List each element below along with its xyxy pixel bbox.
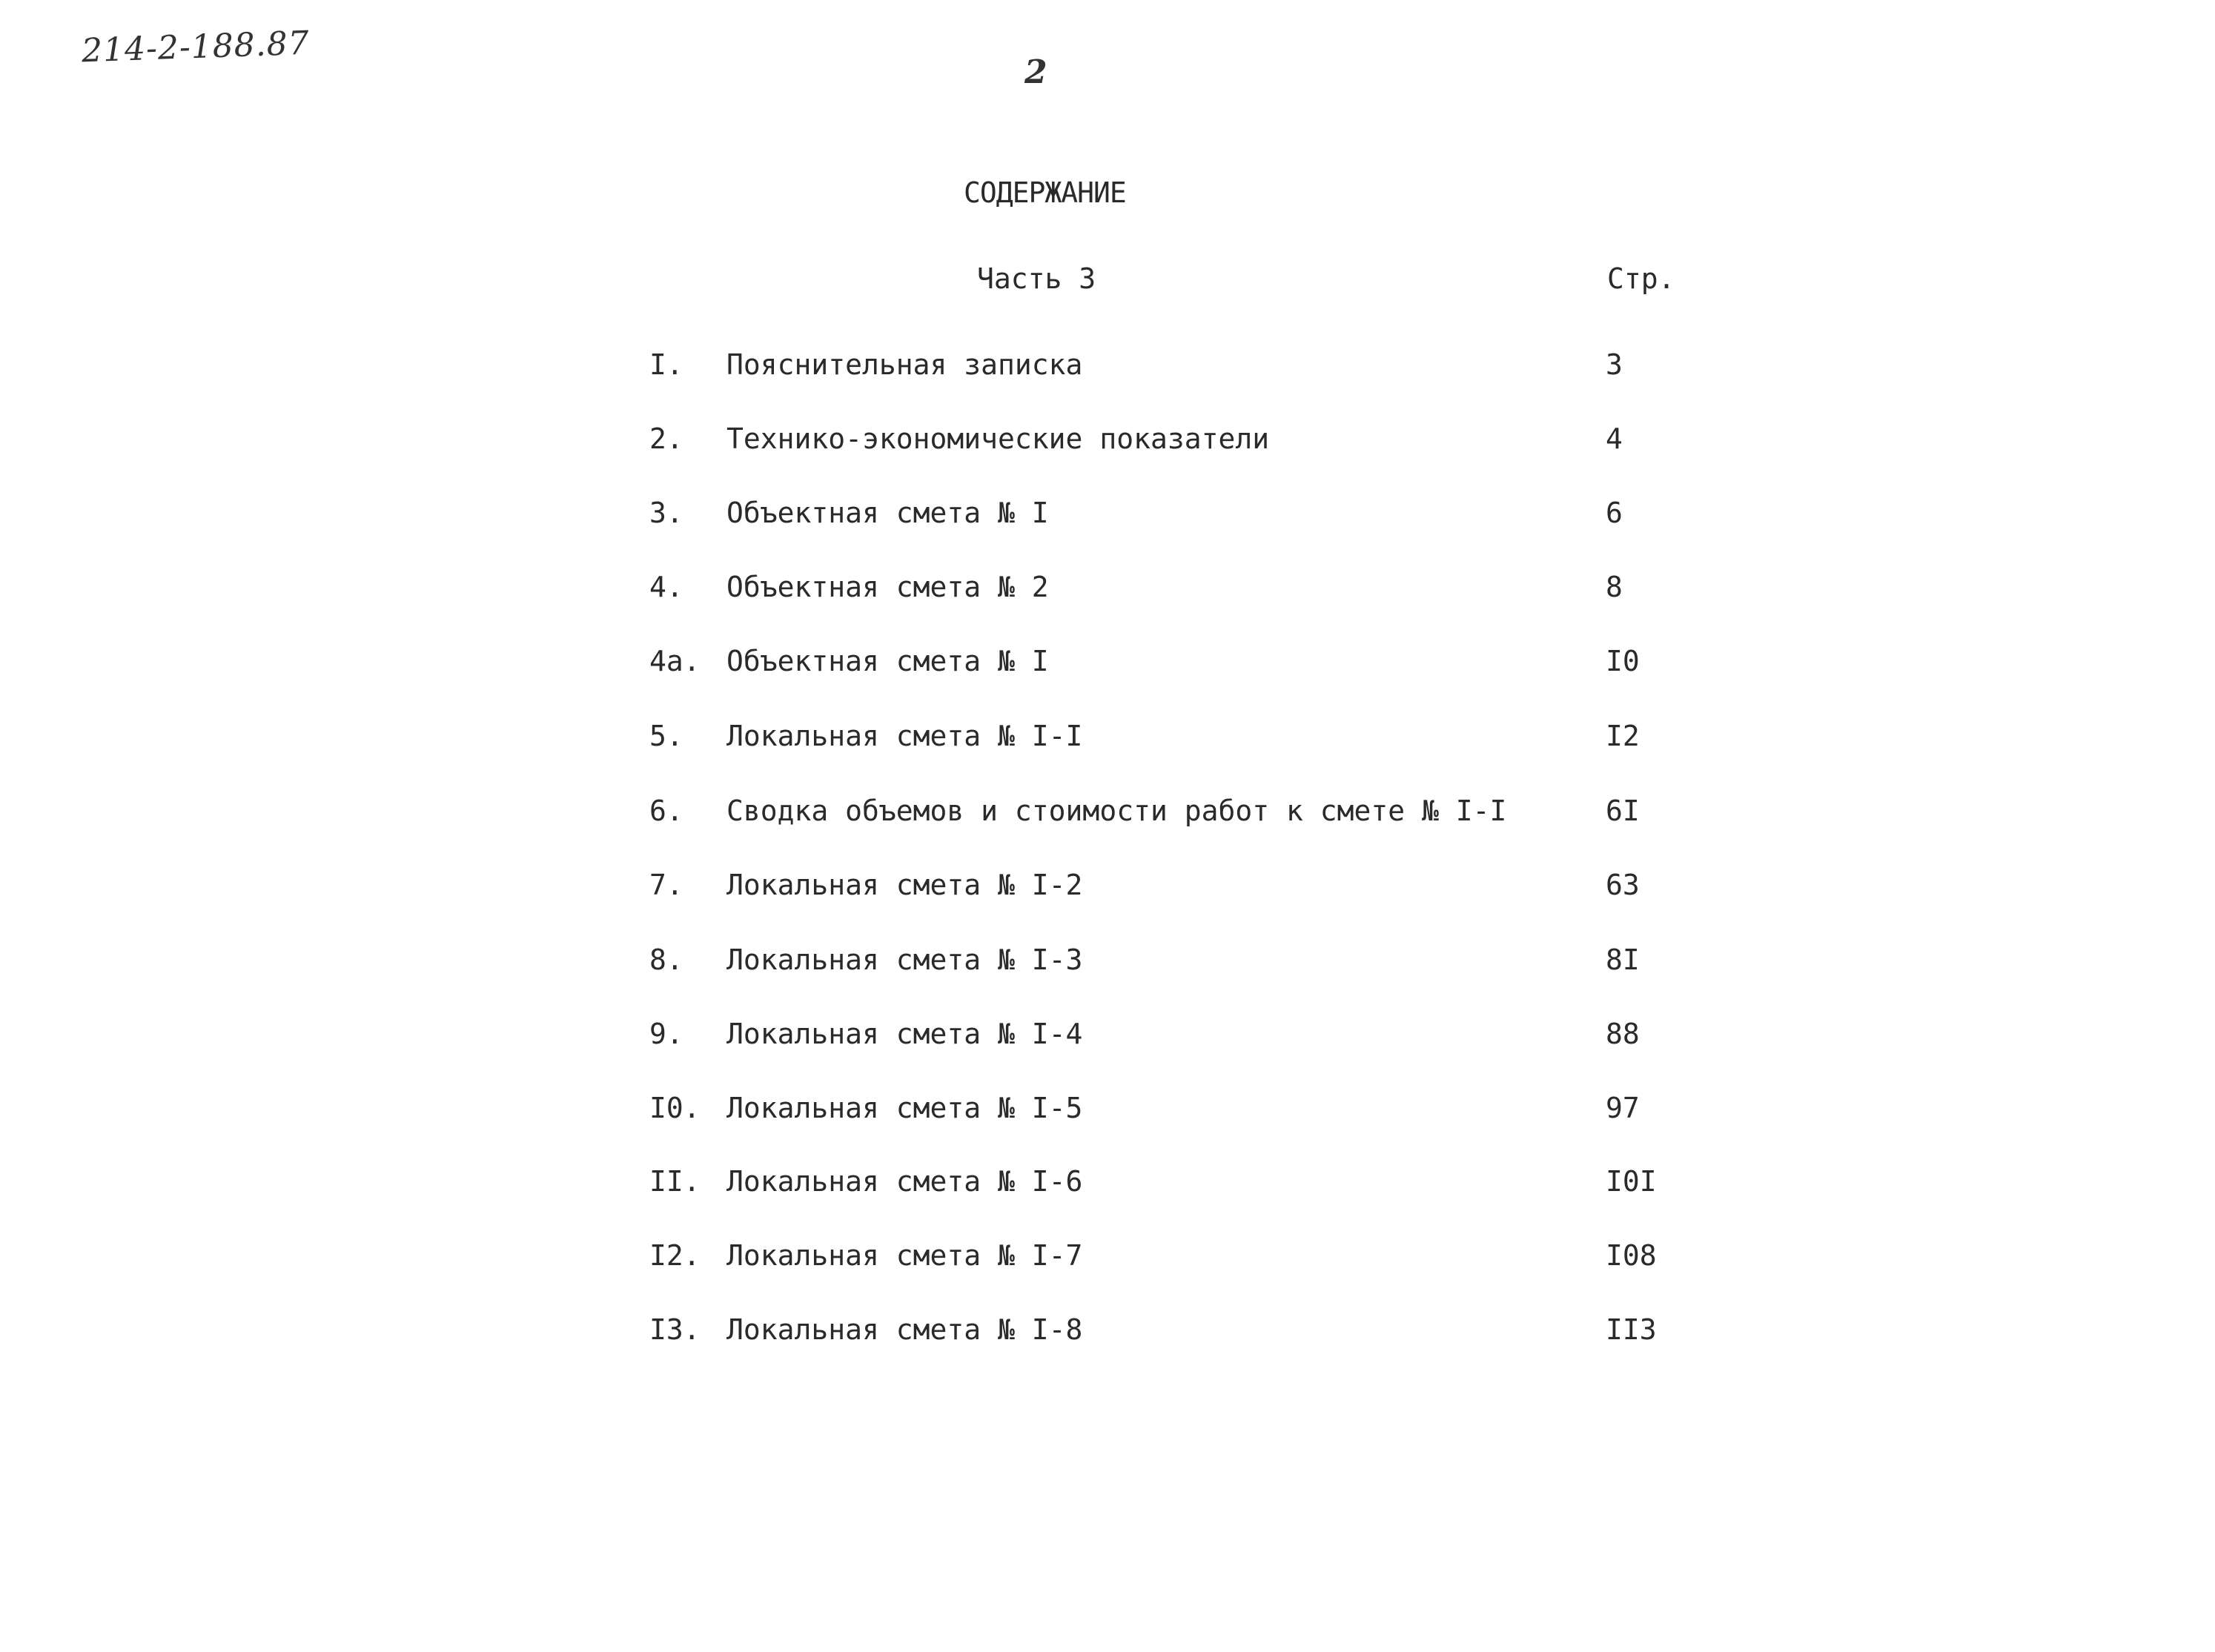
toc-item-title: Объектная смета № I — [726, 645, 1049, 677]
toc-item-number: 2. — [649, 422, 683, 455]
toc-item-number: II. — [649, 1165, 701, 1198]
toc-item-title: Пояснительная записка — [726, 348, 1083, 381]
toc-item-title: Локальная смета № I-5 — [726, 1092, 1083, 1124]
toc-item-title: Локальная смета № I-I — [726, 720, 1083, 752]
toc-item-page: 6I — [1606, 795, 1640, 827]
toc-item-page: 8 — [1606, 571, 1623, 603]
page-column-label: Стр. — [1607, 262, 1675, 295]
toc-item-title: Объектная смета № I — [726, 497, 1049, 529]
toc-row — [0, 1018, 2215, 1062]
toc-row — [0, 422, 2215, 467]
toc-item-title: Локальная смета № I-8 — [726, 1313, 1083, 1346]
toc-row — [0, 1165, 2215, 1210]
page-number: 2 — [1024, 53, 1047, 91]
toc-item-page: I0I — [1606, 1165, 1657, 1198]
toc-item-number: I2. — [649, 1239, 701, 1272]
toc-item-title: Локальная смета № I-4 — [726, 1018, 1083, 1050]
toc-item-page: I0 — [1606, 645, 1640, 677]
toc-item-number: 7. — [649, 869, 683, 901]
toc-item-page: 3 — [1606, 348, 1623, 381]
toc-item-page: 88 — [1606, 1018, 1640, 1050]
toc-item-page: 63 — [1606, 869, 1640, 901]
toc-item-title: Технико-экономические показатели — [726, 422, 1270, 455]
toc-item-title: Объектная смета № 2 — [726, 571, 1049, 603]
toc-row — [0, 795, 2215, 839]
toc-item-number: 6. — [649, 795, 683, 827]
toc-item-page: 6 — [1606, 497, 1623, 529]
document-code: 214-2-188.87 — [81, 24, 311, 70]
toc-item-page: I08 — [1606, 1239, 1657, 1272]
toc-item-page: 8I — [1606, 943, 1640, 976]
toc-item-number: 3. — [649, 497, 683, 529]
toc-row — [0, 869, 2215, 913]
toc-item-page: I2 — [1606, 720, 1640, 752]
toc-item-number: 5. — [649, 720, 683, 752]
toc-item-page: II3 — [1606, 1313, 1657, 1346]
toc-row — [0, 943, 2215, 988]
toc-item-page: 97 — [1606, 1092, 1640, 1124]
toc-item-number: 9. — [649, 1018, 683, 1050]
toc-row — [0, 645, 2215, 689]
toc-row — [0, 571, 2215, 615]
toc-item-number: I3. — [649, 1313, 701, 1346]
toc-item-title: Локальная смета № I-7 — [726, 1239, 1083, 1272]
page-title: СОДЕРЖАНИЕ — [964, 176, 1126, 209]
toc-row — [0, 720, 2215, 764]
toc-item-page: 4 — [1606, 422, 1623, 455]
toc-item-title: Локальная смета № I-6 — [726, 1165, 1083, 1198]
toc-item-title: Сводка объемов и стоимости работ к смете № I-I — [726, 795, 1507, 827]
toc-item-number: 8. — [649, 943, 683, 976]
toc-row — [0, 1092, 2215, 1136]
part-label: Часть 3 — [977, 262, 1096, 295]
toc-item-title: Локальная смета № I-2 — [726, 869, 1083, 901]
toc-row — [0, 1239, 2215, 1284]
toc-item-number: I. — [649, 348, 683, 381]
toc-item-number: I0. — [649, 1092, 701, 1124]
toc-row — [0, 1313, 2215, 1358]
toc-item-number: 4. — [649, 571, 683, 603]
toc-item-title: Локальная смета № I-3 — [726, 943, 1083, 976]
toc-row — [0, 497, 2215, 541]
toc-row — [0, 348, 2215, 393]
toc-item-number: 4а. — [649, 645, 701, 677]
